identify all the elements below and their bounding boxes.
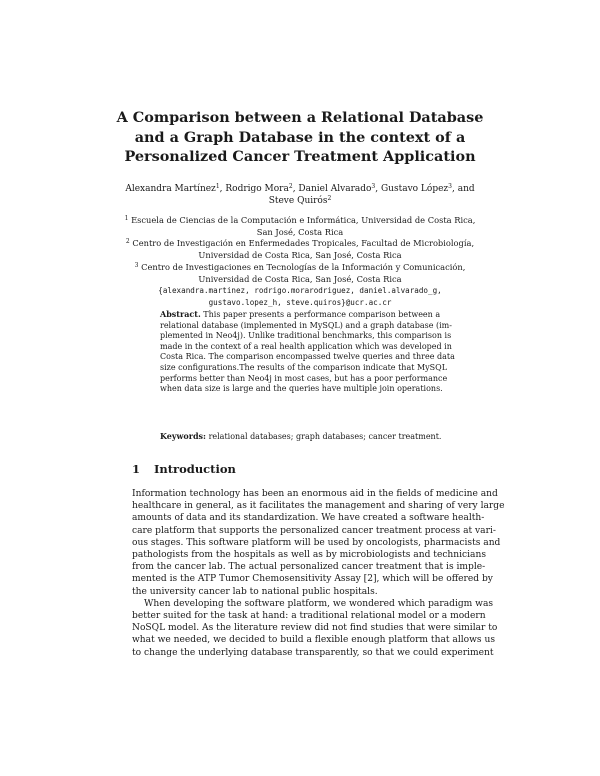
author-sup: 3 <box>371 183 376 190</box>
author-name: Rodrigo Mora <box>225 184 289 194</box>
author-name: Gustavo López <box>380 184 449 194</box>
affiliation-sup: 3 <box>134 261 139 269</box>
body-text <box>132 488 505 659</box>
author-name: Steve Quirós <box>268 196 328 206</box>
affiliation-line: San José, Costa Rica <box>256 226 344 237</box>
body-line: mented is the ATP Tumor Chemosensitivity Assay [2], which will be offered by <box>132 574 493 585</box>
body-line: amounts of data and its standardization. We have created a software health- <box>132 513 485 524</box>
abstract-text: This paper presents a performance comparison between a <box>203 310 441 319</box>
body-line: When developing the software platform, we wondered which paradigm was <box>144 598 494 609</box>
affiliation-line <box>80 262 520 274</box>
affiliation-line <box>80 215 520 227</box>
section-heading <box>132 462 236 476</box>
keywords <box>160 431 460 443</box>
author-tail: , and <box>452 184 475 194</box>
keywords-label: Keywords: <box>160 431 207 441</box>
email-line: {alexandra.martinez, rodrigo.morarodriguez, daniel.alvarado_g, <box>158 286 442 296</box>
body-line: healthcare in general, as it facilitates the management and sharing of very large <box>132 501 505 512</box>
abstract-line <box>160 309 446 321</box>
affiliation-line: Universidad de Costa Rica, San José, Costa Rica <box>198 250 402 261</box>
affiliation-text: Centro de Investigación en Enfermedades Tropicales, Facultad de Microbiología, <box>132 238 475 249</box>
author-list <box>100 183 500 207</box>
paper-title <box>100 108 500 167</box>
abstract-line: plemented in Neo4j). Unlike traditional benchmarks, this comparison is <box>160 331 452 341</box>
body-line: from the cancer lab. The actual personalized cancer treatment that is imple- <box>132 562 486 573</box>
body-line: care platform that supports the personalized cancer treatment process at vari- <box>132 525 496 536</box>
author-sup: 2 <box>288 183 293 190</box>
body-line: NoSQL model. As the literature review did not find studies that were similar to <box>132 623 498 634</box>
abstract-label: Abstract. <box>160 309 201 319</box>
section-number: 1 <box>132 462 141 476</box>
affiliation-sup: 2 <box>125 238 130 246</box>
affiliation-line: Universidad de Costa Rica, San José, Costa Rica <box>198 273 402 284</box>
author-sup: 1 <box>215 183 220 190</box>
title-line: A Comparison between a Relational Database <box>116 109 484 126</box>
author-line: Alexandra Martínez$^1$, Rodrigo Mora$^2$, Daniel Alvarado$^3$, Gustavo López$^3$, and <box>125 183 475 194</box>
body-line: what we needed, we decided to build a flexible enough platform that allows us <box>132 635 495 646</box>
abstract-line: performs better than Neo4j in most cases, but has a poor performance <box>160 373 448 383</box>
author-name: Alexandra Martínez <box>125 184 216 194</box>
abstract-line: Costa Rica. The comparison encompassed twelve queries and three data <box>160 352 455 362</box>
abstract-line: made in the context of a real health application which was developed in <box>160 341 452 351</box>
title-line: and a Graph Database in the context of a <box>134 128 466 146</box>
body-line: the university cancer lab to national public hospitals. <box>132 586 378 597</box>
affiliations <box>80 215 520 309</box>
body-line: better suited for the task at hand: a traditional relational model or a modern <box>132 611 486 622</box>
author-name: Daniel Alvarado <box>298 184 372 194</box>
abstract-line: size configurations.The results of the comparison indicate that MySQL <box>160 362 448 372</box>
author-sup: 3 <box>448 183 452 190</box>
affiliation-sup: 1 <box>124 215 129 222</box>
keywords-text: relational databases; graph databases; cancer treatment. <box>208 432 442 441</box>
affiliation-text: Centro de Investigaciones en Tecnologías de la Información y Comunicación, <box>141 261 466 272</box>
title-line: Personalized Cancer Treatment Application <box>124 148 476 165</box>
abstract-line: when data size is large and the queries have multiple join operations. <box>160 384 443 394</box>
body-line: to change the underlying database transparently, so that we could experiment <box>132 647 494 658</box>
affiliation-text: Escuela de Ciencias de la Computación e Informática, Universidad de Costa Rica, <box>131 215 476 225</box>
body-line: ous stages. This software platform will be used by oncologists, pharmacists and <box>132 537 501 548</box>
email-line: gustavo.lopez_h, steve.quiros}@ucr.ac.cr <box>208 297 392 307</box>
affiliation-line <box>80 238 520 250</box>
author-line <box>100 195 500 207</box>
body-line: Information technology has been an enormous aid in the fields of medicine and <box>132 489 498 499</box>
body-line: pathologists from the hospitals as well as by microbiologists and technicians <box>132 550 486 561</box>
author-sup: 2 <box>327 195 332 202</box>
abstract <box>160 309 455 395</box>
abstract-line: relational database (implemented in MySQL) and a graph database (im- <box>160 320 452 330</box>
section-title: Introduction <box>154 462 236 476</box>
